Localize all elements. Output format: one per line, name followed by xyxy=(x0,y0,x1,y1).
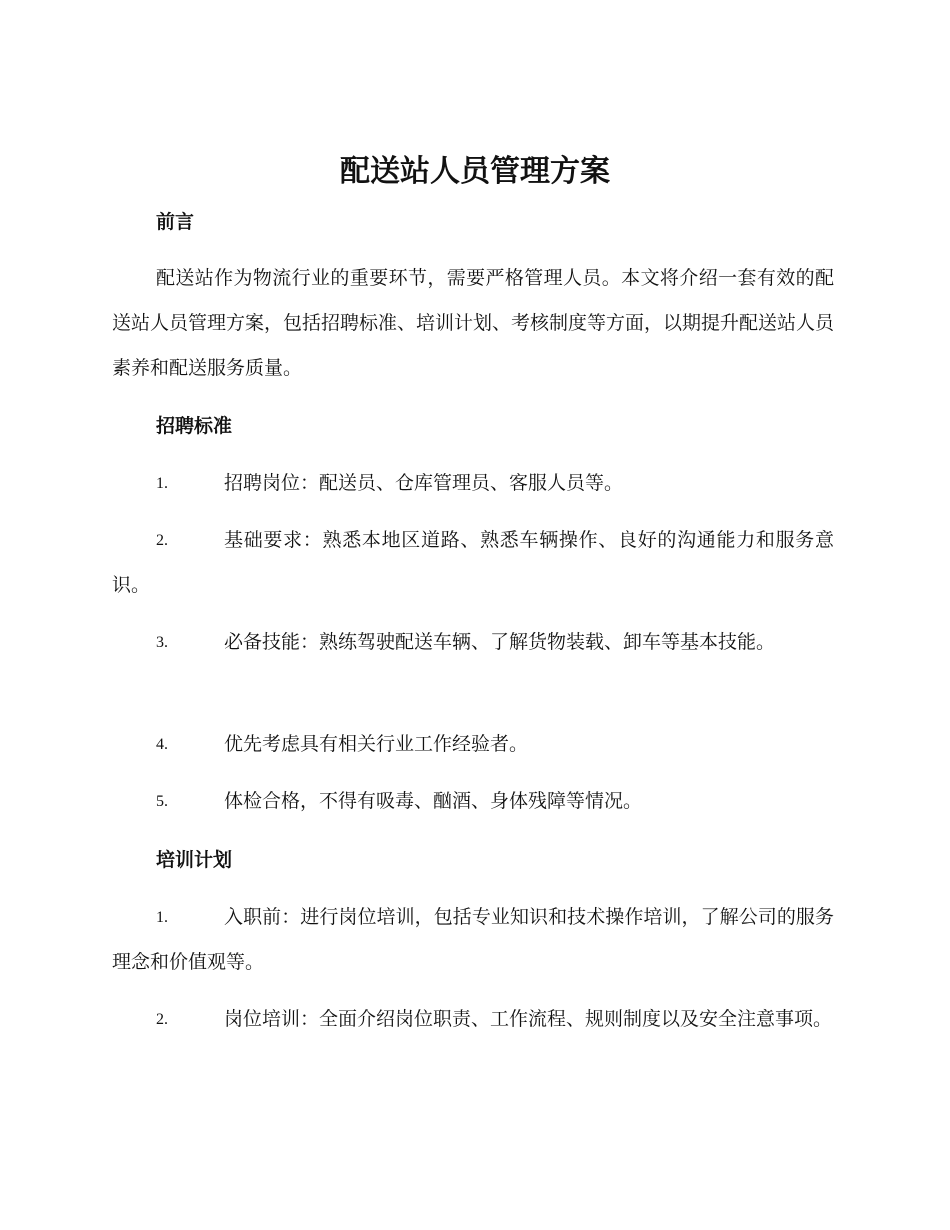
list-item-number: 2. xyxy=(156,1011,168,1028)
section-heading-training: 培训计划 xyxy=(156,849,233,871)
list-item-number: 5. xyxy=(156,793,168,810)
list-item-text: 招聘岗位：配送员、仓库管理员、客服人员等。 xyxy=(224,472,624,494)
list-item-text: 优先考虑具有相关行业工作经验者。 xyxy=(224,733,529,755)
list-item-text: 必备技能：熟练驾驶配送车辆、了解货物装载、卸车等基本技能。 xyxy=(224,631,776,653)
recruitment-list-item xyxy=(112,461,834,506)
list-item-number: 1. xyxy=(156,909,168,926)
list-item-text: 入职前：进行岗位培训，包括专业知识和技术操作培训，了解公司的服务理念和价值观等。 xyxy=(112,906,834,973)
list-item-number: 4. xyxy=(156,736,168,753)
preface-paragraph: 配送站作为物流行业的重要环节，需要严格管理人员。本文将介绍一套有效的配送站人员管理方案，包括招聘标准、培训计划、考核制度等方面，以期提升配送站人员素养和配送服务质量。 xyxy=(112,267,835,379)
list-item-text: 基础要求：熟悉本地区道路、熟悉车辆操作、良好的沟通能力和服务意识。 xyxy=(112,529,834,596)
list-item-number: 2. xyxy=(156,532,168,549)
list-item-number: 3. xyxy=(156,634,168,651)
recruitment-list-item xyxy=(112,518,834,608)
document-title: 配送站人员管理方案 xyxy=(340,154,610,189)
recruitment-list-item xyxy=(112,722,834,767)
recruitment-list-item xyxy=(112,620,834,665)
list-item-number: 1. xyxy=(156,475,168,492)
recruitment-list-item xyxy=(112,779,834,824)
list-item-text: 体检合格，不得有吸毒、酗酒、身体残障等情况。 xyxy=(224,790,643,812)
section-heading-preface: 前言 xyxy=(156,211,195,233)
list-item-text: 岗位培训：全面介绍岗位职责、工作流程、规则制度以及安全注意事项。 xyxy=(224,1008,833,1030)
training-list-item xyxy=(112,895,834,985)
section-heading-recruitment: 招聘标准 xyxy=(156,415,233,437)
training-list-item xyxy=(112,997,834,1042)
